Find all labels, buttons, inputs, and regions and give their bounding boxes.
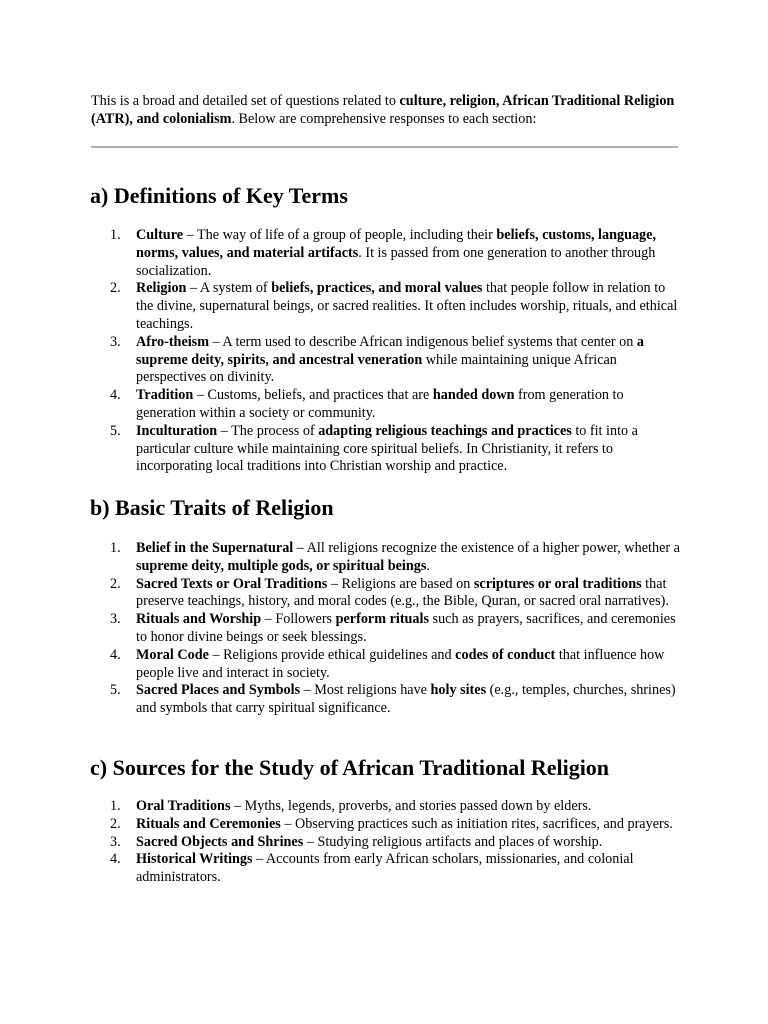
section-heading-definitions: a) Definitions of Key Terms <box>90 183 348 208</box>
list-item <box>110 815 684 834</box>
horizontal-divider <box>91 146 678 148</box>
list-item-text: – Customs, beliefs, and practices that are <box>193 387 433 404</box>
list-item-term: Sacred Places and Symbols <box>136 682 301 699</box>
intro-paragraph <box>91 93 681 128</box>
intro-text-end: . Below are comprehensive responses to each section: <box>231 110 537 127</box>
list-item-term: Inculturation <box>136 422 218 439</box>
section-heading-traits: b) Basic Traits of Religion <box>90 495 334 520</box>
list-item-number: 2. <box>110 575 121 592</box>
list-item-number: 2. <box>110 815 121 832</box>
list-item <box>110 851 684 887</box>
list-item-term: Culture <box>136 227 184 243</box>
list-item-term: beliefs, customs, language, norms, values, and material artifacts <box>136 227 656 261</box>
list-item-text: – Myths, legends, proverbs, and stories passed down by elders. <box>230 798 592 814</box>
list-item-term: codes of conduct <box>455 646 556 663</box>
list-item-text: – Followers <box>261 611 336 628</box>
list-item-term: Sacred Texts or Oral Traditions <box>136 575 328 592</box>
list-item-number: 1. <box>110 227 121 243</box>
list-item-text: that influence how people live and interact in society. <box>136 646 665 681</box>
list-item <box>110 280 684 333</box>
intro-text: This is a broad and detailed set of questions related to <box>91 93 400 109</box>
list-item-text: such as prayers, sacrifices, and ceremonies to honor divine beings or seek blessings. <box>136 611 676 645</box>
intro-bold-text: culture, religion, African Traditional Religion (ATR), and colonialism <box>91 93 675 127</box>
list-item-term: Moral Code <box>136 646 209 663</box>
list-item-number: 4. <box>110 851 121 868</box>
list-item <box>110 333 684 387</box>
definitions-list <box>110 227 684 476</box>
list-item-text: that people follow in relation to the divine, supernatural beings, or sacred realities. It often includes worship, rituals, and ethical teachings. <box>136 280 678 332</box>
list-item-number: 4. <box>110 387 121 404</box>
list-item-number: 5. <box>110 682 121 699</box>
list-item-term: perform rituals <box>335 611 429 628</box>
list-item-text: to fit into a particular culture while maintaining core spiritual beliefs. In Christianity, it refers to incorporating local traditions into Christian worship and practice. <box>136 422 638 475</box>
list-item-term: Tradition <box>136 387 194 404</box>
list-item-term: Oral Traditions <box>136 798 231 814</box>
list-item-text: that preserve teachings, history, and moral codes (e.g., the Bible, Quran, or sacred oral narratives). <box>136 575 669 610</box>
traits-list <box>110 540 684 718</box>
list-item-term: holy sites <box>430 682 487 699</box>
list-item-term: adapting religious teachings and practices <box>318 422 572 439</box>
list-item-text: – Religions provide ethical guidelines and <box>208 646 456 663</box>
list-item <box>110 798 684 816</box>
list-item <box>110 227 684 280</box>
list-item <box>110 611 684 647</box>
list-item-term: Rituals and Worship <box>136 611 262 628</box>
list-item-term: supreme deity, multiple gods, or spiritual beings <box>136 557 427 574</box>
list-item-text: (e.g., temples, churches, shrines) and symbols that carry spiritual significance. <box>136 682 676 717</box>
list-item-term: handed down <box>432 387 515 404</box>
list-item-term: Afro-theism <box>136 333 210 350</box>
list-item-term: Rituals and Ceremonies <box>136 815 281 832</box>
list-item <box>110 646 684 683</box>
list-item-text: from generation to generation within a society or community. <box>136 387 624 421</box>
list-item-text: – Accounts from early African scholars, missionaries, and colonial administrators. <box>136 851 634 886</box>
list-item-term: Historical Writings <box>136 851 253 868</box>
list-item-term: scriptures or oral traditions <box>473 575 642 592</box>
list-item <box>110 833 684 852</box>
section-heading-sources: c) Sources for the Study of African Traditional Religion <box>90 755 610 780</box>
list-item-number: 3. <box>110 611 121 628</box>
list-item <box>110 682 684 718</box>
list-item-term: Belief in the Supernatural <box>136 540 294 556</box>
list-item-term: a supreme deity, spirits, and ancestral veneration <box>136 333 645 368</box>
list-item-text: – A term used to describe African indigenous belief systems that center on <box>209 333 637 350</box>
list-item-text: – Religions are based on <box>327 575 474 592</box>
list-item-text: – Studying religious artifacts and places of worship. <box>303 833 603 850</box>
list-item-term: beliefs, practices, and moral values <box>271 280 483 297</box>
list-item-text: – A system of <box>186 280 272 297</box>
list-item-number: 3. <box>110 333 121 350</box>
list-item <box>110 387 684 423</box>
list-item-text: – Observing practices such as initiation rites, sacrifices, and prayers. <box>280 815 673 832</box>
list-item-text: – The process of <box>217 422 319 439</box>
sources-list <box>110 798 684 887</box>
list-item-text: . It is passed from one generation to another through socialization. <box>136 244 656 279</box>
list-item-text: – All religions recognize the existence of a higher power, whether a <box>293 540 680 556</box>
list-item-number: 5. <box>110 422 121 439</box>
list-item-term: Religion <box>136 280 187 297</box>
list-item-number: 1. <box>110 540 121 556</box>
list-item-text: – The way of life of a group of people, including their <box>183 227 497 243</box>
list-item <box>110 422 684 476</box>
list-item-number: 4. <box>110 646 121 663</box>
list-item-number: 2. <box>110 280 121 297</box>
list-item <box>110 575 684 612</box>
list-item <box>110 540 684 576</box>
list-item-number: 1. <box>110 798 121 814</box>
list-item-text: – Most religions have <box>300 682 431 699</box>
list-item-text: . <box>426 557 430 574</box>
list-item-term: Sacred Objects and Shrines <box>136 833 304 850</box>
list-item-text: while maintaining unique African perspectives on divinity. <box>136 351 617 386</box>
list-item-number: 3. <box>110 833 121 850</box>
